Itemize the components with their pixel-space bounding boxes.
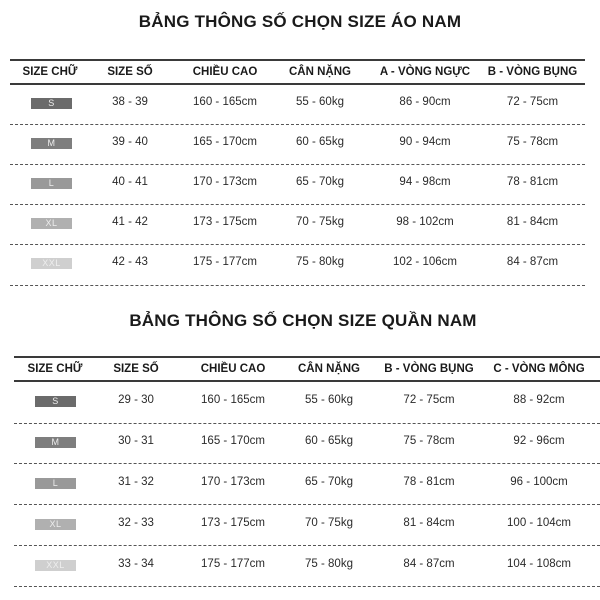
table-row (10, 178, 585, 192)
waist-range: 78 - 81cm (506, 176, 559, 188)
header-weight: CÂN NẶNG (289, 66, 351, 78)
row-divider (10, 204, 585, 205)
row-divider (14, 586, 600, 587)
height-range: 160 - 165cm (193, 96, 257, 108)
waist-range: 75 - 78cm (403, 435, 455, 447)
chest-range: 98 - 102cm (396, 216, 454, 228)
table-row (14, 560, 600, 574)
size-number: 29 - 30 (118, 394, 154, 406)
waist-range: 75 - 78cm (506, 136, 559, 148)
table-header (10, 61, 585, 83)
size-badge: XXL (35, 560, 76, 571)
height-range: 173 - 175cm (201, 517, 265, 529)
waist-range: 84 - 87cm (506, 256, 559, 268)
hip-range: 104 - 108cm (507, 558, 571, 570)
table-header (14, 358, 600, 380)
row-divider (14, 463, 600, 464)
size-badge: M (35, 437, 76, 448)
size-badge: S (35, 396, 76, 407)
height-range: 175 - 177cm (193, 256, 257, 268)
waist-range: 72 - 75cm (506, 96, 559, 108)
weight-range: 75 - 80kg (296, 256, 344, 268)
size-number: 32 - 33 (118, 517, 154, 529)
header-weight: CÂN NẶNG (298, 363, 360, 375)
row-divider (14, 423, 600, 424)
header-size-letter: SIZE CHỮ (27, 363, 83, 375)
header-size-number: SIZE SỐ (107, 66, 153, 78)
height-range: 165 - 170cm (193, 136, 257, 148)
weight-range: 65 - 70kg (305, 476, 353, 488)
row-divider (10, 124, 585, 125)
size-number: 30 - 31 (118, 435, 154, 447)
size-badge: L (31, 178, 72, 189)
table-row (10, 98, 585, 112)
row-divider (10, 244, 585, 245)
row-divider (14, 545, 600, 546)
table-row (14, 437, 600, 451)
header-height: CHIỀU CAO (192, 66, 258, 78)
shirt-size-title: BẢNG THÔNG SỐ CHỌN SIZE ÁO NAM (138, 12, 462, 31)
waist-range: 78 - 81cm (403, 476, 455, 488)
chest-range: 94 - 98cm (399, 176, 451, 188)
size-number: 31 - 32 (118, 476, 154, 488)
waist-range: 81 - 84cm (403, 517, 455, 529)
size-number: 40 - 41 (112, 176, 148, 188)
header-chest: A - VÒNG NGỰC (379, 66, 471, 78)
waist-range: 84 - 87cm (403, 558, 455, 570)
shirt-size-table (10, 59, 585, 289)
chest-range: 102 - 106cm (393, 256, 457, 268)
chest-range: 90 - 94cm (399, 136, 451, 148)
waist-range: 81 - 84cm (506, 216, 559, 228)
chest-range: 86 - 90cm (399, 96, 451, 108)
height-range: 173 - 175cm (193, 216, 257, 228)
size-badge: M (31, 138, 72, 149)
row-divider (14, 504, 600, 505)
waist-range: 72 - 75cm (403, 394, 455, 406)
header-height: CHIỀU CAO (200, 363, 266, 375)
size-badge: XXL (31, 258, 72, 269)
weight-range: 55 - 60kg (296, 96, 344, 108)
size-number: 38 - 39 (112, 96, 148, 108)
header-size-letter: SIZE CHỮ (22, 66, 78, 78)
size-badge: XL (35, 519, 76, 530)
header-hip: C - VÒNG MÔNG (493, 363, 585, 375)
hip-range: 96 - 100cm (510, 476, 568, 488)
height-range: 175 - 177cm (201, 558, 265, 570)
table-row (10, 218, 585, 232)
weight-range: 70 - 75kg (305, 517, 353, 529)
height-range: 160 - 165cm (201, 394, 265, 406)
header-size-number: SIZE SỐ (113, 363, 159, 375)
hip-range: 100 - 104cm (507, 517, 571, 529)
table-row (10, 258, 585, 272)
table-row (14, 519, 600, 533)
size-badge: S (31, 98, 72, 109)
size-number: 39 - 40 (112, 136, 148, 148)
size-number: 42 - 43 (112, 256, 148, 268)
weight-range: 60 - 65kg (305, 435, 353, 447)
row-divider (10, 285, 585, 286)
weight-range: 75 - 80kg (305, 558, 353, 570)
hip-range: 88 - 92cm (513, 394, 565, 406)
size-number: 33 - 34 (118, 558, 154, 570)
row-divider (10, 164, 585, 165)
header-waist: B - VÒNG BỤNG (487, 66, 578, 78)
pants-size-title: BẢNG THÔNG SỐ CHỌN SIZE QUẦN NAM (129, 311, 477, 330)
hip-range: 92 - 96cm (513, 435, 565, 447)
weight-range: 60 - 65kg (296, 136, 344, 148)
size-badge: L (35, 478, 76, 489)
weight-range: 65 - 70kg (296, 176, 344, 188)
header-waist: B - VÒNG BỤNG (384, 363, 474, 375)
table-row (14, 478, 600, 492)
header-bottom-rule (14, 380, 600, 382)
table-row (10, 138, 585, 152)
size-badge: XL (31, 218, 72, 229)
header-bottom-rule (10, 83, 585, 85)
table-row (14, 396, 600, 410)
height-range: 170 - 173cm (201, 476, 265, 488)
weight-range: 55 - 60kg (305, 394, 353, 406)
size-number: 41 - 42 (112, 216, 148, 228)
height-range: 165 - 170cm (201, 435, 265, 447)
height-range: 170 - 173cm (193, 176, 257, 188)
weight-range: 70 - 75kg (296, 216, 344, 228)
pants-size-table (14, 356, 600, 591)
